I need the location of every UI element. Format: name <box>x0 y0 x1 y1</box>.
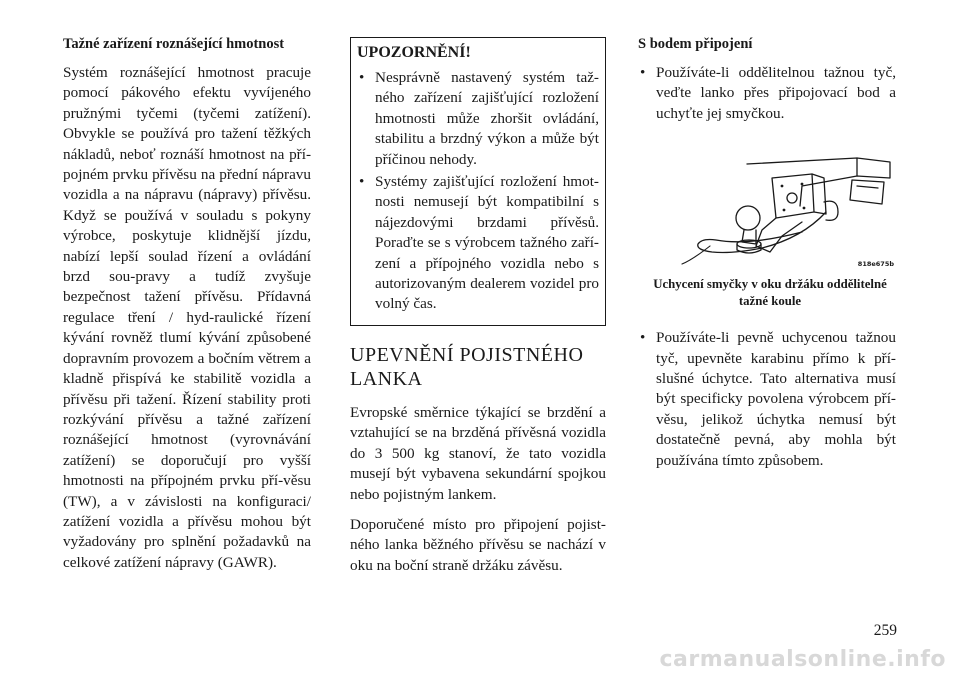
warning-item: • Nesprávně nastavený systém taž-ného zařízení zajišťující rozložení hmotnosti může zhoršit ovládání, stabilitu a brzdný výkon a může být příčinou nehody. <box>357 68 599 170</box>
weight-distribution-paragraph: Systém roznášející hmotnost pracuje pomocí pákového efektu vyvíjeného pružnými tyčemi (tyčemi zatížení). Obvykle se používá pro tažení těžkých nákladů, neboť roznáší hmotnost na pří-pojném prvku přívěsu na přední nápravu vozidla a na nápravu (nápravy) přívěsu. Když se používá v souladu s pokyny výrobce, poskytuje klidnější jízdu, nabízí lepší soulad řízení a ovládání brzd sou-pravy a tudíž zvyšuje bezpečnost tažení přívěsu. Přídavná regulace tření / hyd-raulické řízení kývání rovněž tlumí kývání způsobené dopravním provozem a bočním větrem a kladně přispívá ke stabilitě vozidla a přívěsu při tažení. Řízení stability proti rozkývání přívěsu a tažné zařízení roznášející hmotnost (vyrovnávání zatížení) se doporučují pro vyšší hmotnosti na přípojném prvku pří-věsu (TW), a v závislosti na konfiguraci/ zatížení vozidla a přívěsu mohou být vyžadovány pro splnění požadavků na celkové zatížení nápravy (GAWR). <box>63 64 311 571</box>
warning-title: UPOZORNĚNÍ! <box>357 44 471 61</box>
attachment-list-2 <box>638 328 896 471</box>
safety-cable-paragraph-1: Evropské směrnice týkající se brzdění a vztahující se na brzděná přívěsná vozidla do 3 500 kg stanoví, že tato vozidla musejí být vybavena sekundární spojkou nebo pojistným lankem. <box>350 403 606 503</box>
column-right <box>638 36 896 473</box>
safety-cable-paragraph-2: Doporučené místo pro připojení pojist-ného lanka běžného přívěsu se nachází v oku na boční straně držáku závěsu. <box>350 515 606 574</box>
warning-box <box>350 37 606 326</box>
attachment-point-heading: S bodem připojení <box>638 36 753 52</box>
site-watermark: carmanualsonline.info <box>659 647 946 672</box>
page-number: 259 <box>873 622 897 639</box>
attachment-list-1 <box>638 63 896 124</box>
tow-hitch-drawing <box>652 156 896 270</box>
warning-list <box>357 68 599 315</box>
figure-code: 818e675b <box>857 260 894 269</box>
figure-caption: Uchycení smyčky v oku držáku oddělitelné tažné koule <box>653 277 887 309</box>
column-middle <box>350 36 606 576</box>
warning-item: • Systémy zajišťující rozložení hmot-nosti nemusejí být kompatibilní s nájezdovými brzdami přívěsů. Poraďte se s výrobcem tažného zaří-zení a přípojného vozidla nebo s autorizovaným dealerem vozidel pro volný čas. <box>357 172 599 315</box>
section-heading-weight-distribution: Tažné zařízení roznášející hmotnost <box>63 36 285 52</box>
tow-hitch-illustration <box>652 156 896 270</box>
column-left <box>63 36 311 573</box>
safety-cable-section-title: UPEVNĚNÍ POJISTNÉHO LANKA <box>350 343 584 390</box>
detachable-bar-bullet: • Používáte-li oddělitelnou tažnou tyč, veďte lanko přes připojovací bod a uchyťte jej smyčkou. <box>638 63 896 124</box>
fixed-bar-bullet: • Používáte-li pevně uchycenou tažnou tyč, upevněte karabinu přímo k pří-slušné úchytce. Tato alternativa musí být specificky povolena výrobcem pří-věsu, jelikož úchytka nemusí být dostatečně pevná, aby mohla být používána tímto způsobem. <box>638 328 896 471</box>
